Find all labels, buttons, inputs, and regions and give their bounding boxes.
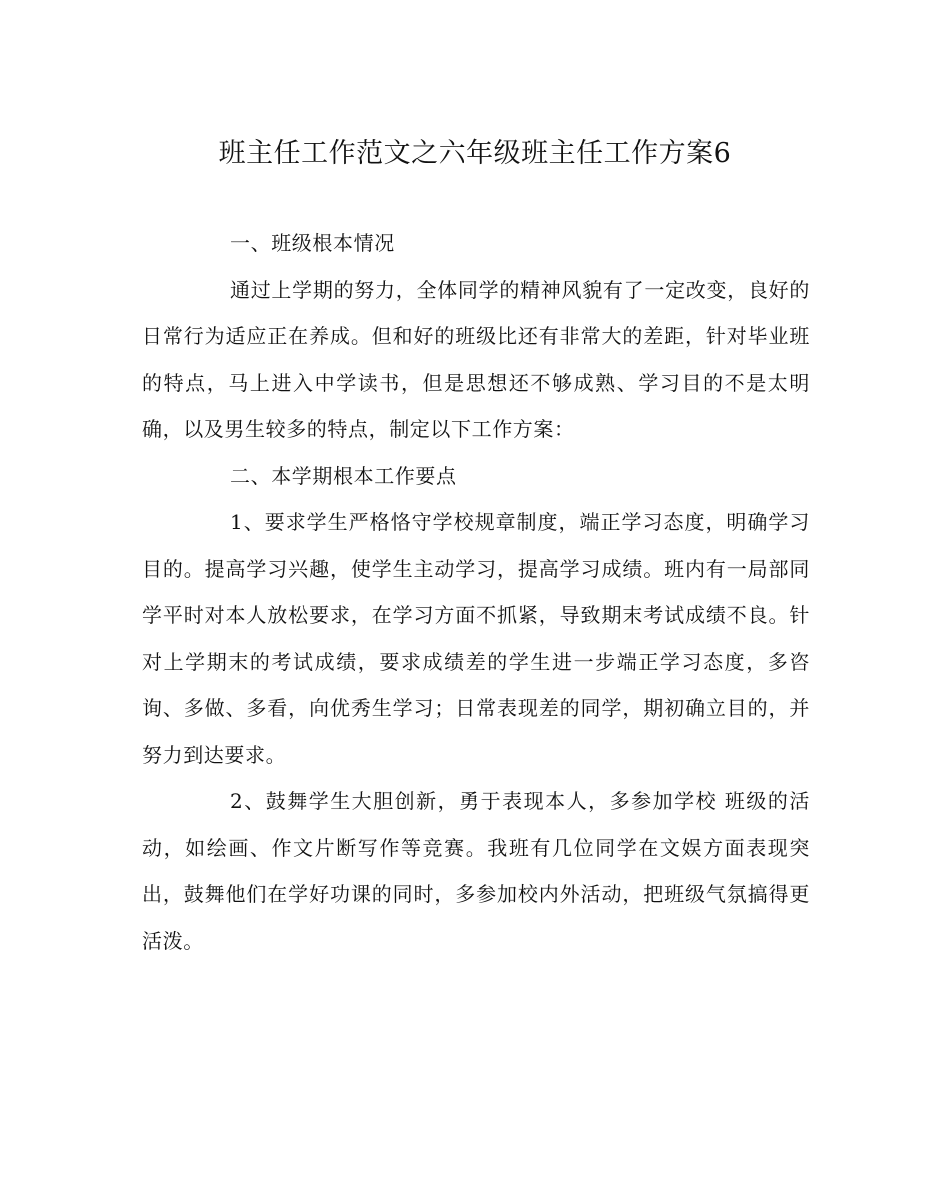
document-title: 班主任工作范文之六年级班主任工作方案6 — [218, 138, 732, 169]
paragraph-class-situation: 通过上学期的努力，全体同学的精神风貌有了一定改变，良好的日常行为适应正在养成。但和好的班级比还有非常大的差距，针对毕业班的特点，马上进入中学读书，但是思想还不够成熟、学习目的不是太明确，以及男生较多的特点，制定以下工作方案： — [142, 277, 810, 441]
paragraph-point-2: 2、鼓舞学生大胆创新，勇于表现本人，多参加学校 班级的活动，如绘画、作文片断写作等竞赛。我班有几位同学在文娱方面表现突出，鼓舞他们在学好功课的同时，多参加校内外活动，把班级气氛搞得更活泼。 — [142, 789, 810, 953]
document-body — [142, 220, 810, 964]
paragraph-point-1: 1、要求学生严格恪守学校规章制度，端正学习态度，明确学习目的。提高学习兴趣，使学生主动学习，提高学习成绩。班内有一局部同学平时对本人放松要求，在学习方面不抓紧，导致期末考试成绩不良。针对上学期末的考试成绩，要求成绩差的学生进一步端正学习态度，多咨询、多做、多看，向优秀生学习；日常表现差的同学，期初确立目的，并努力到达要求。 — [142, 510, 810, 767]
section-heading-basic-situation: 一、班级根本情况 — [230, 231, 395, 255]
section-heading-work-points: 二、本学期根本工作要点 — [230, 463, 457, 488]
